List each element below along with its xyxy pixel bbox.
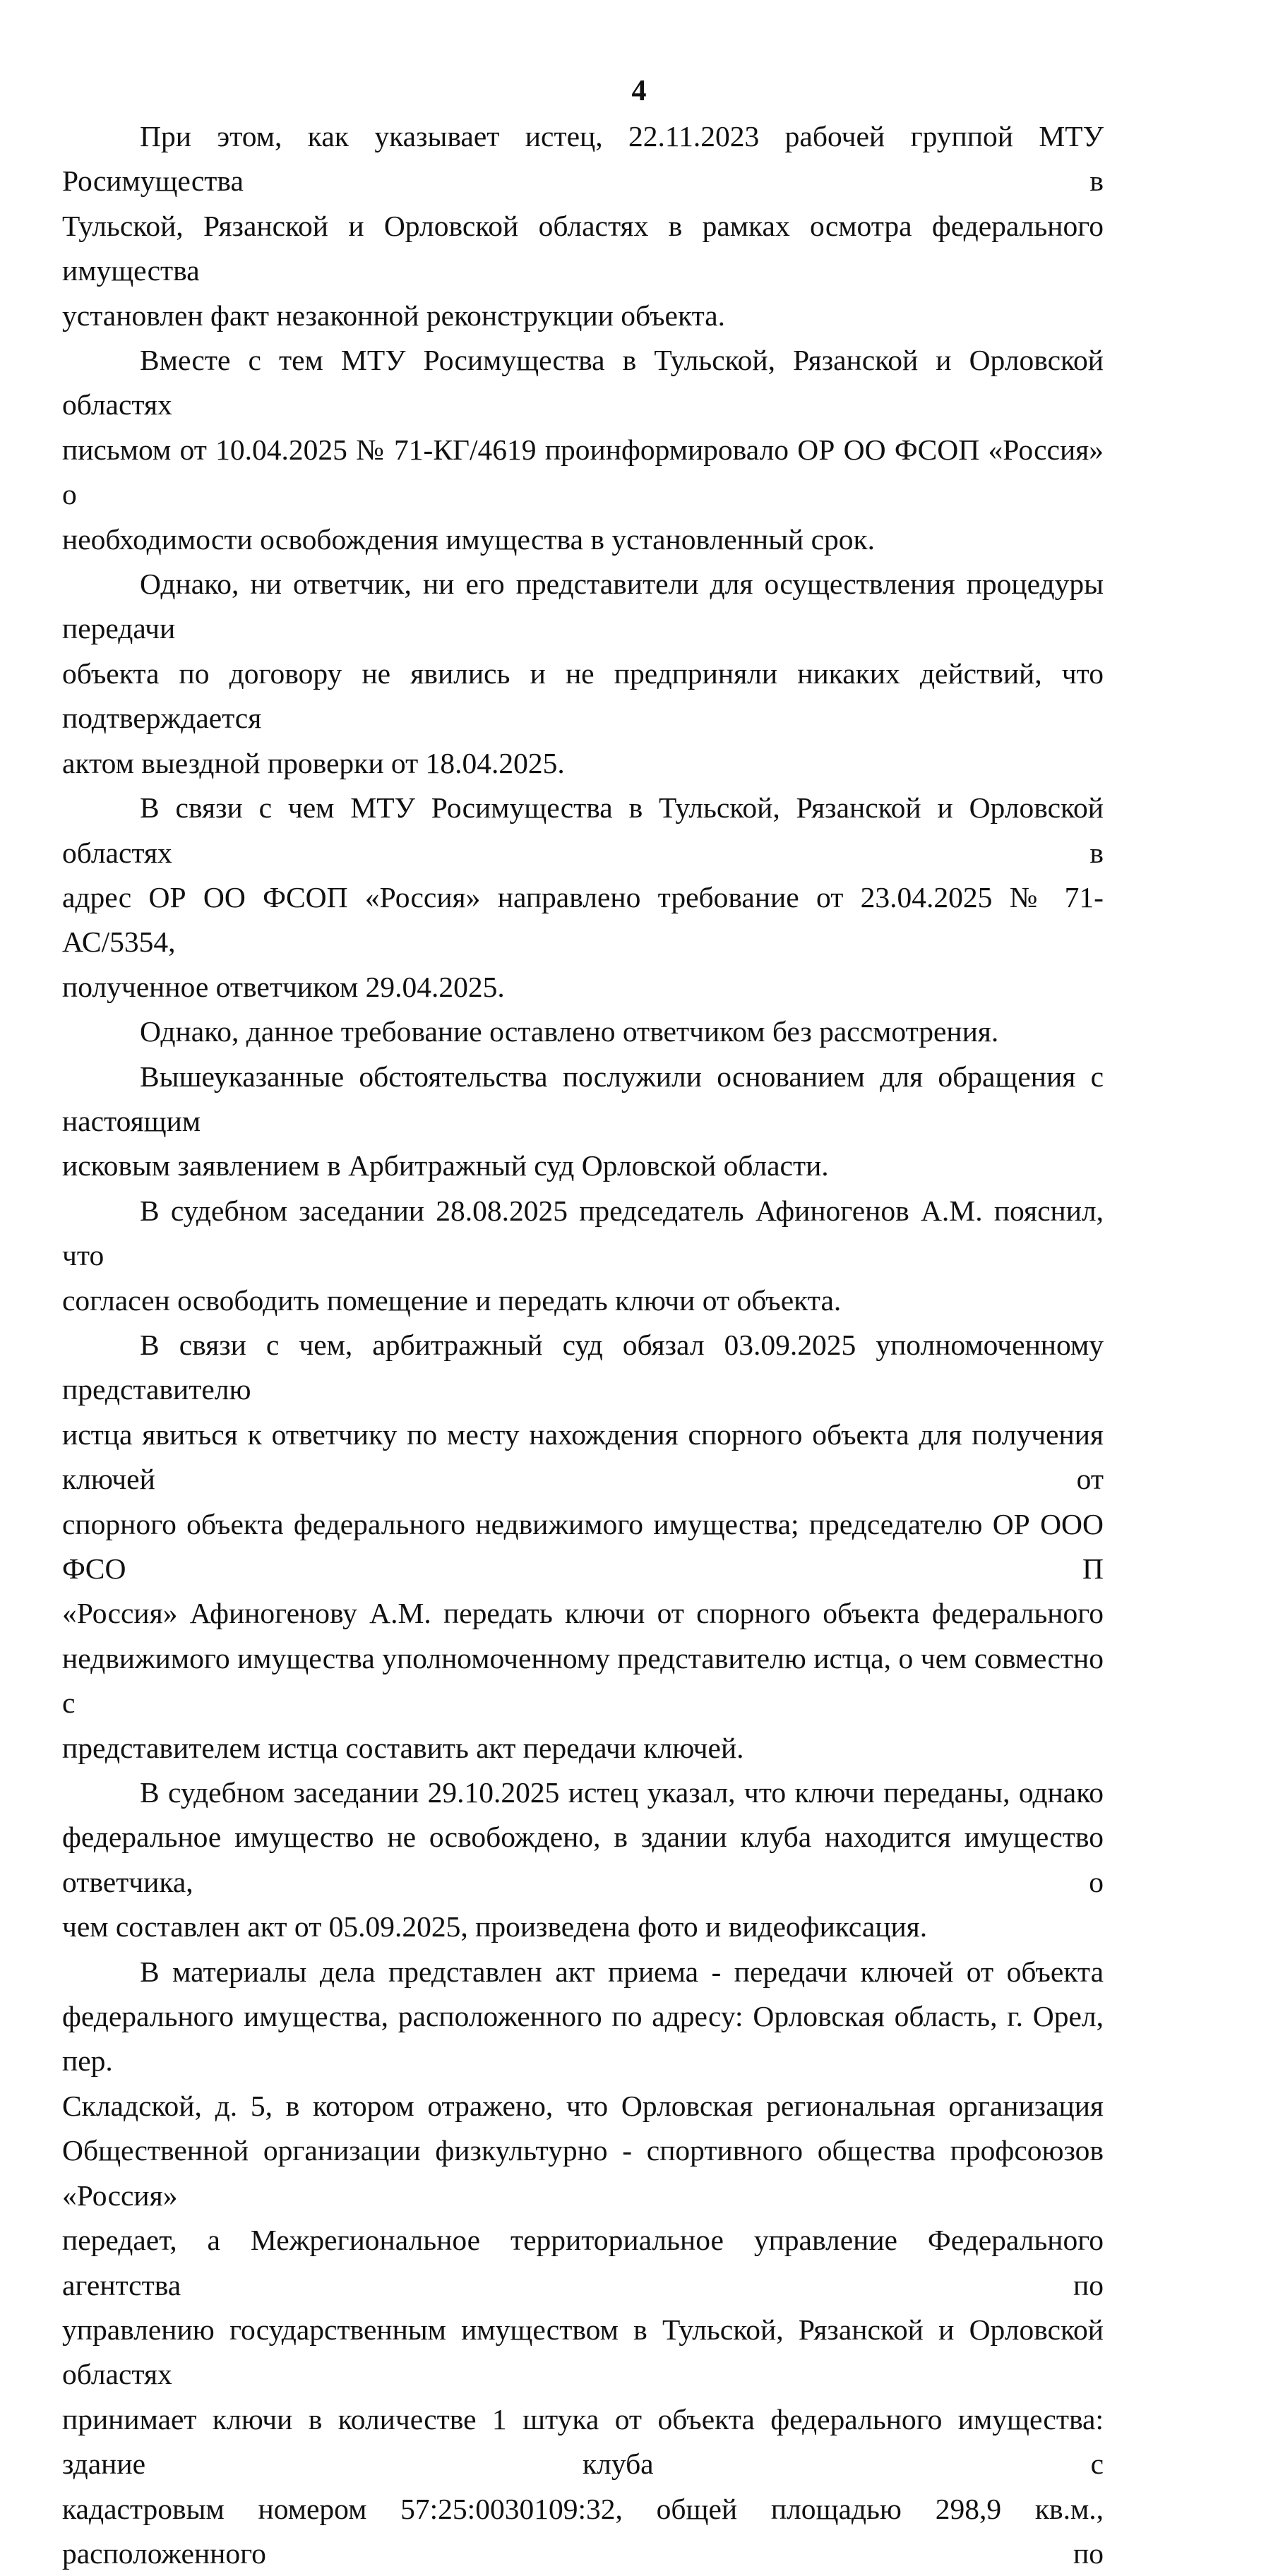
paragraph: [62, 1771, 1104, 1950]
text-line: федеральное имущество не освобождено, в здании клуба находится имущество ответчика, о: [62, 1821, 1104, 1898]
document-body: [62, 114, 1104, 2576]
text-line: Однако, данное требование оставлено ответчиком без рассмотрения.: [140, 1015, 999, 1048]
text-line: Вместе с тем МТУ Росимущества в Тульской, Рязанской и Орловской областях: [62, 344, 1104, 421]
text-line: «Россия» Афиногенову А.М. передать ключи от спорного объекта федерального: [62, 1597, 1104, 1630]
paragraph: [62, 1323, 1104, 1771]
text-line: необходимости освобождения имущества в установленный срок.: [62, 522, 876, 556]
text-line: согласен освободить помещение и передать ключи от объекта.: [62, 1283, 842, 1317]
text-line: истца явиться к ответчику по месту нахождения спорного объекта для получения ключей от: [62, 1418, 1104, 1496]
text-line: В материалы дела представлен акт приема - передачи ключей от объекта: [140, 1955, 1104, 1988]
text-line: передает, а Межрегиональное территориальное управление Федерального агентства по: [62, 2224, 1104, 2301]
text-line: Тульской, Рязанской и Орловской областях в рамках осмотра федерального имущества: [62, 209, 1104, 287]
text-line: При этом, как указывает истец, 22.11.2023 рабочей группой МТУ Росимущества в: [62, 120, 1104, 198]
text-line: федерального имущества, расположенного по адресу: Орловская область, г. Орел, пер.: [62, 2000, 1104, 2078]
text-line: актом выездной проверки от 18.04.2025.: [62, 746, 565, 779]
paragraph: [62, 1189, 1104, 1323]
text-line: письмом от 10.04.2025 № 71-КГ/4619 проинформировало ОР ОО ФСОП «Россия» о: [62, 433, 1104, 511]
paragraph: [62, 1055, 1104, 1189]
paragraph: [62, 1010, 1104, 1054]
text-line: полученное ответчиком 29.04.2025.: [62, 970, 505, 1003]
text-line: адрес ОР ОО ФСОП «Россия» направлено требование от 23.04.2025 № 71-АС/5354,: [62, 880, 1104, 959]
text-line: кадастровым номером 57:25:0030109:32, общей площадью 298,9 кв.м., расположенного по: [62, 2492, 1104, 2570]
text-line: В связи с чем МТУ Росимущества в Тульской, Рязанской и Орловской областях в: [62, 791, 1104, 869]
page-number: 4: [631, 75, 647, 107]
text-line: чем составлен акт от 05.09.2025, произведена фото и видеофиксация.: [62, 1910, 928, 1943]
text-line: В судебном заседании 28.08.2025 председатель Афиногенов А.М. пояснил, что: [62, 1194, 1104, 1272]
text-line: исковым заявлением в Арбитражный суд Орловской области.: [62, 1149, 829, 1182]
text-line: В связи с чем, арбитражный суд обязал 03.09.2025 уполномоченному представителю: [62, 1328, 1104, 1406]
text-line: Складской, д. 5, в котором отражено, что Орловская региональная организация: [62, 2089, 1104, 2122]
text-line: Вышеуказанные обстоятельства послужили основанием для обращения с настоящим: [62, 1060, 1104, 1137]
text-line: управлению государственным имуществом в Тульской, Рязанской и Орловской областях: [62, 2313, 1104, 2391]
text-line: спорного объекта федерального недвижимого имущества; председателю ОР ООО ФСО П: [62, 1507, 1104, 1585]
text-line: Однако, ни ответчик, ни его представители для осуществления процедуры передачи: [62, 568, 1104, 645]
paragraph: [62, 114, 1104, 338]
text-line: В судебном заседании 29.10.2025 истец указал, что ключи переданы, однако: [140, 1776, 1104, 1809]
paragraph: [62, 338, 1104, 562]
text-line: недвижимого имущества уполномоченному представителю истца, о чем совместно с: [62, 1641, 1104, 1720]
paragraph: [62, 786, 1104, 1010]
text-line: представителем истца составить акт передачи ключей.: [62, 1731, 744, 1764]
text-line: принимает ключи в количестве 1 штука от объекта федерального имущества: здание клуба с: [62, 2402, 1104, 2481]
text-line: Общественной организации физкультурно - спортивного общества профсоюзов «Россия»: [62, 2134, 1104, 2212]
paragraph: [62, 1950, 1104, 2576]
text-line: объекта по договору не явились и не предприняли никаких действий, что подтверждается: [62, 657, 1104, 735]
text-line: установлен факт незаконной реконструкции объекта.: [62, 299, 726, 332]
paragraph: [62, 562, 1104, 786]
